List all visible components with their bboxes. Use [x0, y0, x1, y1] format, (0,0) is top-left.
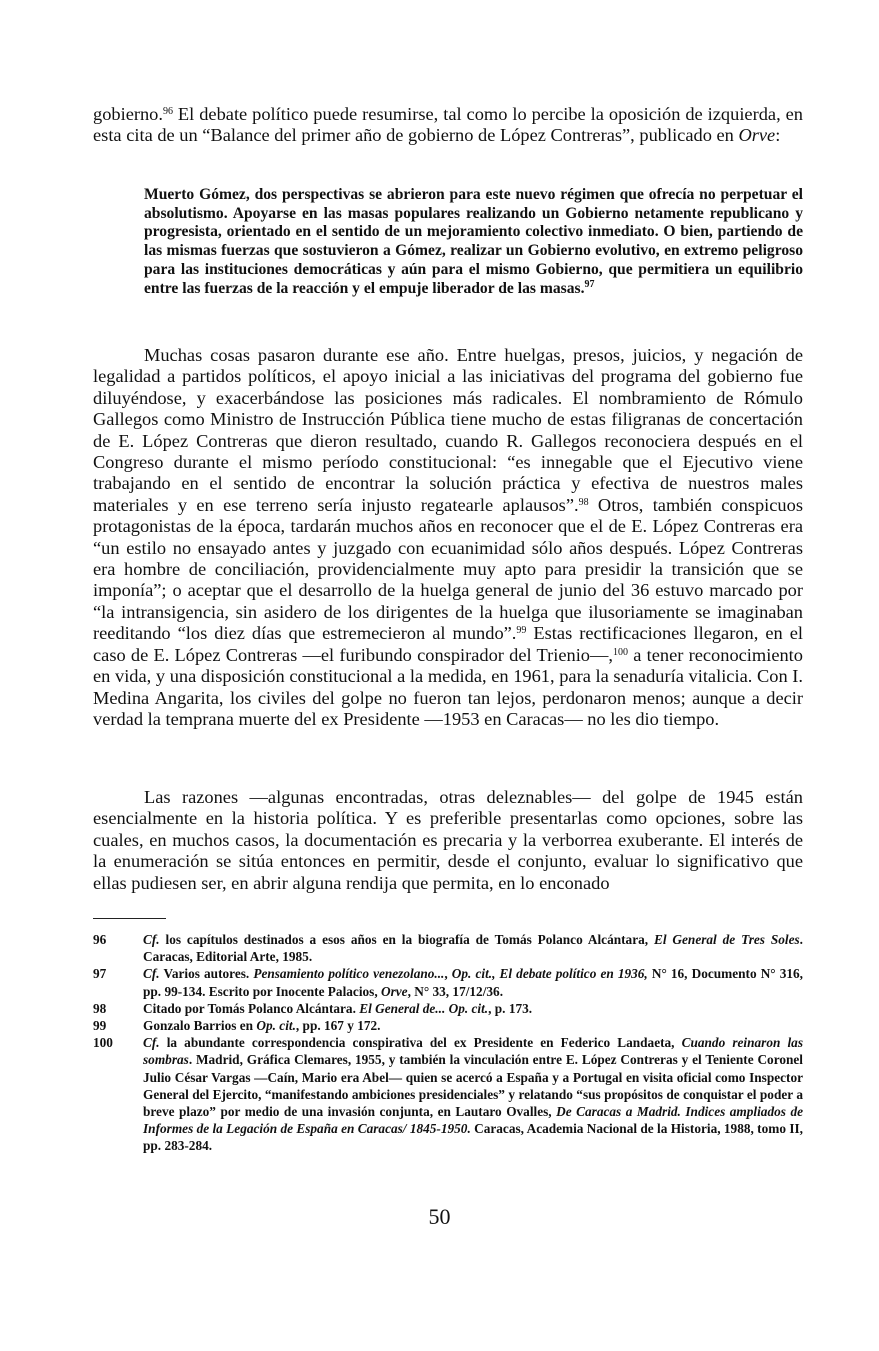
footnote-ref[interactable]: 100 — [613, 646, 628, 658]
footnote-ref[interactable]: 96 — [162, 106, 173, 117]
footnote-text — [143, 931, 803, 965]
book-title: El General de Tres Soles — [653, 932, 800, 947]
paragraph-closing — [93, 787, 803, 894]
text-span: Estas rectificaciones llegaron, en el caso de E. López Contreras —el furibundo conspirador del Trienio—, — [93, 623, 803, 665]
block-quote — [144, 186, 803, 298]
text-span: Cf. — [143, 1035, 160, 1051]
journal-title: Orve — [738, 125, 776, 146]
text-span: , N° 33, 17/12/36. — [407, 983, 504, 999]
text-span: , p. 173. — [488, 1000, 533, 1016]
footnote-99 — [93, 1017, 803, 1034]
text-span: los capítulos destinados a esos años en la biografía de Tomás Polanco Alcántara, — [159, 932, 654, 947]
text-span: . Madrid, Gráfica Clemares, 1955, y también la vinculación entre E. López Contreras y el Teniente Coronel Julio César Vargas —Caín, Mario era Abel— quien se acercó a España y a Portugal en visita oficial como Inspector General del Ejercito, “manifestando ambiciones presidenciales” y relatando “sus propósitos de conquistar el poder a breve plazo” por medio de una invasión conjunta, en Lautaro Ovalles, — [143, 1052, 803, 1120]
footnote-number: 100 — [93, 1035, 113, 1051]
text-span: Gonzalo Barrios en — [143, 1018, 257, 1034]
text-span: Las razones —algunas encontradas, otras deleznables— del golpe de 1945 están esencialmente en la historia política. Y es preferible presentarlas como opciones, sobre las cuales, en muchos casos, la documentación es precaria y la verborrea exuberante. El interés de la enumeración se sitúa entonces en permitir, desde el conjunto, evaluar lo significativo que ellas pudiesen ser, en abrir alguna rendija que permita, en lo enconado — [93, 787, 803, 893]
text-span: a tener reconocimiento en vida, y una disposición constitucional a la medida, en 1961, para la senaduría vitalicia. Con I. Medina Angarita, los civiles del golpe no fueron tan lejos, perdonaron menos; aunque a decir verdad la temprana muerte del ex Presidente —1953 en Caracas— no les dio tiempo. — [93, 644, 803, 729]
text-span: Varios autores. — [159, 966, 254, 982]
footnote-text — [143, 1000, 803, 1017]
footnote-ref[interactable]: 99 — [516, 625, 527, 637]
text-span: la abundante correspondencia conspirativa del ex Presidente en Federico Landaeta, — [159, 1035, 682, 1051]
book-title: Op. cit., El debate político en 1936, — [451, 966, 648, 982]
footnote-100 — [93, 1034, 803, 1154]
text-span: gobierno. — [93, 104, 163, 124]
footnote-97 — [93, 965, 803, 999]
footnote-ref[interactable]: 97 — [584, 278, 595, 290]
footnote-number: 98 — [93, 1000, 107, 1016]
text-span: Caracas, Academia Nacional de la Historia, 1988, tomo II, pp. 283-284. — [143, 1121, 803, 1154]
text-span: El debate político puede resumirse, tal como lo percibe la oposición de izquierda, en esta cita de un “Balance del primer año de gobierno de López Contreras”, publicado en — [93, 104, 803, 146]
footnote-number: 97 — [93, 966, 107, 982]
text-span: Cf. — [143, 966, 160, 982]
footnote-separator — [93, 918, 166, 919]
footnote-96 — [93, 931, 803, 965]
footnotes — [93, 931, 803, 1155]
text-span: , pp. 167 y 172. — [295, 1018, 381, 1034]
journal-title: Orve — [380, 983, 408, 999]
book-title: De Caracas a Madrid. Indices ampliados de Informes de la Legación de España en Caracas/ 1845-1950. — [143, 1104, 803, 1137]
text-span: Otros, también conspicuos protagonistas de la época, tardarán muchos años en reconocer que el de E. López Contreras era “un estilo no ensayado antes y juzgado con ecuanimidad sólo años después. López Contreras era hombre de conciliación, providencialmente muy apto para presidir la transición que se imponía”; o aceptar que el desarrollo de la huelga general de junio del 36 estuvo marcado por “la intransigencia, sin asidero de los dirigentes de la huelga que ilusoriamente se imaginaban reeditando “los diez días que estremecieron al mundo”. — [93, 494, 803, 644]
paragraph-main — [93, 345, 803, 730]
paragraph-intro — [93, 104, 803, 147]
page-number: 50 — [428, 1204, 451, 1229]
quote-text: Muerto Gómez, dos perspectivas se abrieron para este nuevo régimen que ofrecía no perpetuar el absolutismo. Apoyarse en las masas populares realizando un Gobierno netamente republicano y progresista, orientado en el sentido de un mejoramiento colectivo inmediato. O bien, partiendo de las mismas fuerzas que sostuvieron a Gómez, realizar un Gobierno evolutivo, en extremo peligroso para las instituciones democráticas y aún para el mismo Gobierno, que permitiera un equilibrio entre las fuerzas de la reacción y el empuje liberador de las masas. — [144, 186, 803, 297]
book-title: Op. cit. — [256, 1018, 296, 1034]
text-span: , — [444, 966, 452, 982]
footnote-text — [143, 1034, 803, 1154]
text-span: N° 16, Documento N° 316, pp. 99-134. Escrito por Inocente Palacios, — [143, 966, 803, 999]
text-span: Muchas cosas pasaron durante ese año. Entre huelgas, presos, juicios, y negación de legalidad a partidos políticos, el apoyo inicial a las iniciativas del programa del gobierno fue diluyéndose, y exacerbándose las posiciones más radicales. El nombramiento de Rómulo Gallegos como Ministro de Instrucción Pública tiene mucho de estas filigranas de concertación de E. López Contreras que dieron resultado, cuando R. Gallegos reconociera después en el Congreso durante el mismo período constitucional: “es innegable que el Ejecutivo viene trabajando en el sentido de encontrar la solución práctica y efectiva de nuestros males materiales y en ese terreno sería injusto regatearle aplausos”. — [93, 345, 803, 515]
footnote-number: 99 — [93, 1018, 107, 1034]
footnote-98 — [93, 1000, 803, 1017]
footnote-text — [143, 965, 803, 999]
text-span: : — [775, 125, 781, 146]
footnote-ref[interactable]: 98 — [578, 496, 589, 508]
text-span: Cf. — [143, 932, 160, 947]
book-title: Cuando reinaron las sombras — [143, 1035, 803, 1068]
text-span: . Caracas, Editorial Arte, 1985. — [143, 932, 803, 965]
footnote-number: 96 — [93, 932, 107, 947]
footnote-text — [143, 1017, 803, 1034]
book-title: El General de... Op. cit. — [359, 1000, 489, 1016]
book-title: Pensamiento político venezolano... — [253, 966, 445, 982]
text-span: Citado por Tomás Polanco Alcántara. — [143, 1000, 360, 1016]
